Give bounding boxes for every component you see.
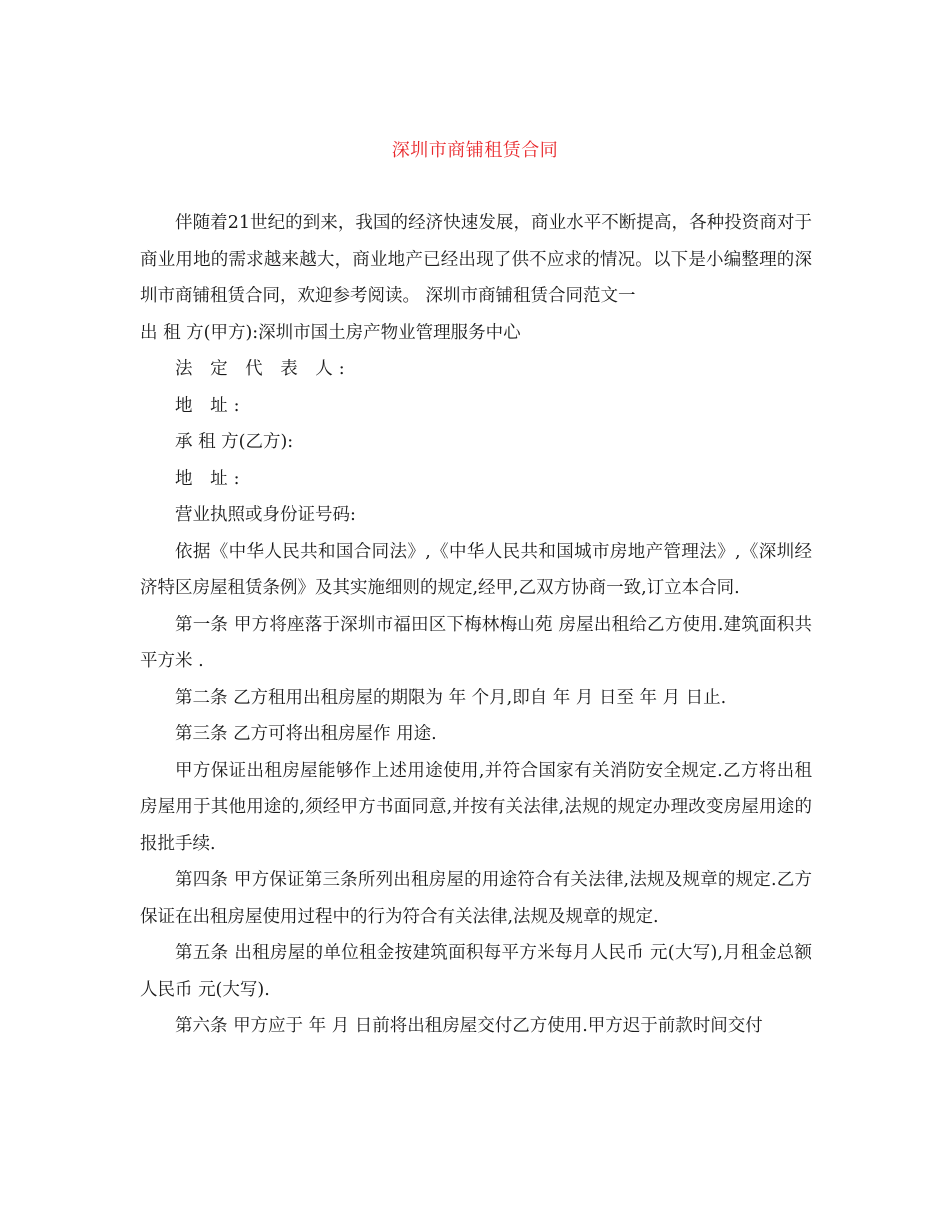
document-title: 深圳市商铺租赁合同 xyxy=(391,140,559,161)
paragraph-article-2: 第二条 乙方租用出租房屋的期限为 年 个月,即自 年 月 日至 年 月 日止. xyxy=(175,687,727,708)
paragraph-article-5: 第五条 出租房屋的单位租金按建筑面积每平方米每月人民币 元(大写),月租金总额人民币 元(大写). xyxy=(140,943,812,1000)
paragraph-lessee-address: 地 址: xyxy=(175,468,246,489)
paragraph-legal-basis: 依据《中华人民共和国合同法》,《中华人民共和国城市房地产管理法》,《深圳经济特区房屋租赁条例》及其实施细则的规定,经甲,乙双方协商一致,订立本合同. xyxy=(140,541,812,598)
paragraph-legal-representative: 法 定 代 表 人: xyxy=(175,359,351,379)
paragraph-article-1: 第一条 甲方将座落于深圳市福田区下梅林梅山苑 房屋出租给乙方使用.建筑面积共 平方米 . xyxy=(140,614,812,671)
paragraph-article-3-guarantee: 甲方保证出租房屋能够作上述用途使用,并符合国家有关消防安全规定.乙方将出租房屋用于其他用途的,须经甲方书面同意,并按有关法律,法规的规定办理改变房屋用途的报批手续. xyxy=(140,760,812,854)
paragraph-lessee: 承 租 方(乙方): xyxy=(175,432,294,452)
paragraph-license-id: 营业执照或身份证号码: xyxy=(175,505,356,525)
paragraph-lessor: 出 租 方(甲方):深圳市国土房产物业管理服务中心 xyxy=(140,322,521,343)
paragraph-article-6: 第六条 甲方应于 年 月 日前将出租房屋交付乙方使用.甲方迟于前款时间交付 xyxy=(175,1016,763,1036)
document-body xyxy=(140,205,812,1045)
paragraph-intro: 伴随着21世纪的到来，我国的经济快速发展，商业水平不断提高，各种投资商对于商业用地的需求越来越大，商业地产已经出现了供不应求的情况。以下是小编整理的深圳市商铺租赁合同，欢迎参考阅读。 深圳市商铺租赁合同范文一 xyxy=(140,213,812,306)
paragraph-article-3: 第三条 乙方可将出租房屋作 用途. xyxy=(175,724,437,744)
paragraph-lessor-address: 地 址: xyxy=(175,395,246,416)
paragraph-article-4: 第四条 甲方保证第三条所列出租房屋的用途符合有关法律,法规及规章的规定.乙方保证在出租房屋使用过程中的行为符合有关法律,法规及规章的规定. xyxy=(140,870,812,927)
